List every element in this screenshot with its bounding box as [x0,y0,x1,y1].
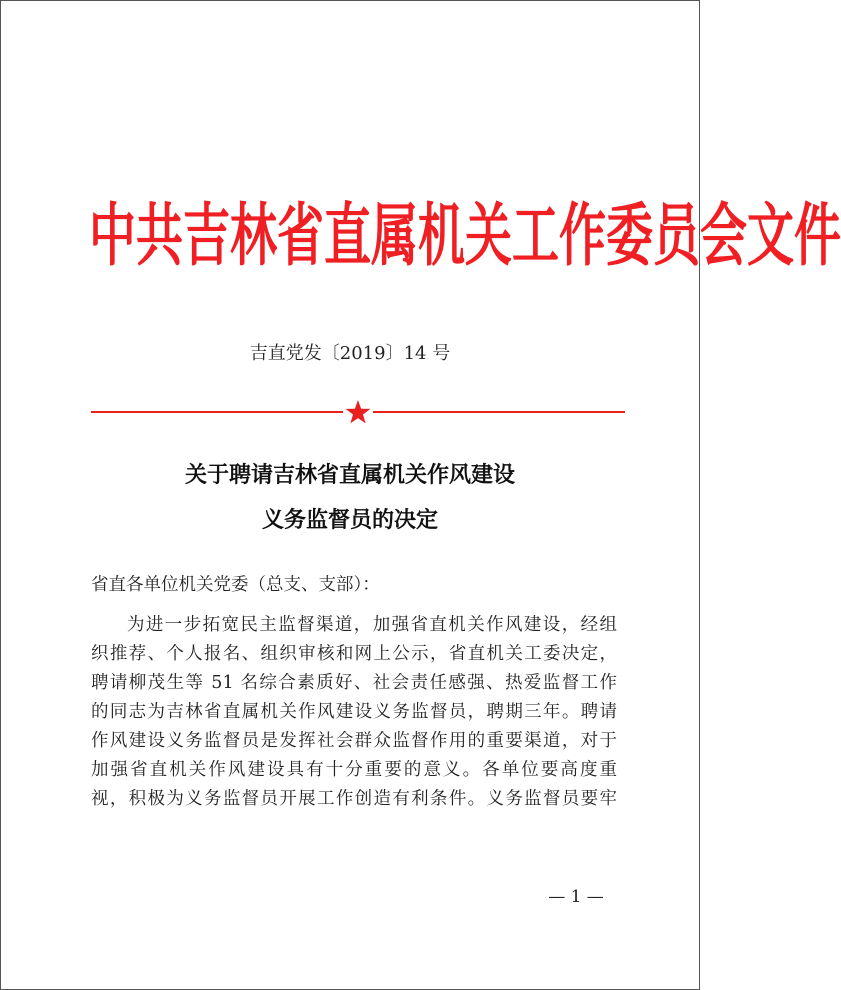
paragraph-line: 的同志为吉林省直属机关作风建设义务监督员，聘期三年。聘请 [91,702,617,722]
paragraph-line: 视，积极为义务监督员开展工作创造有利条件。义务监督员要牢 [91,789,617,809]
document-number: 吉直党发〔2019〕14 号 [249,343,451,364]
paragraph-line: 为进一步拓宽民主监督渠道，加强省直机关作风建设，经组 [127,615,617,635]
document-title-line-1: 关于聘请吉林省直属机关作风建设 [184,462,515,488]
document-masthead: 中共吉林省直属机关工作委员会文件 [89,196,841,277]
paragraph-line: 织推荐、个人报名、组织审核和网上公示，省直机关工委决定， [91,644,617,664]
document-title-line-2: 义务监督员的决定 [261,507,438,533]
paragraph-line: 加强省直机关作风建设具有十分重要的意义。各单位要高度重 [91,760,617,780]
page-number: — 1 — [548,887,604,907]
star-icon [346,400,371,423]
red-divider [91,399,625,425]
body-paragraph [91,611,617,814]
paragraph-line: 聘请柳茂生等 51 名综合素质好、社会责任感强、热爱监督工作 [91,673,617,693]
salutation: 省直各单位机关党委（总支、支部）： [91,575,380,595]
paragraph-line: 作风建设义务监督员是发挥社会群众监督作用的重要渠道，对于 [91,731,617,751]
